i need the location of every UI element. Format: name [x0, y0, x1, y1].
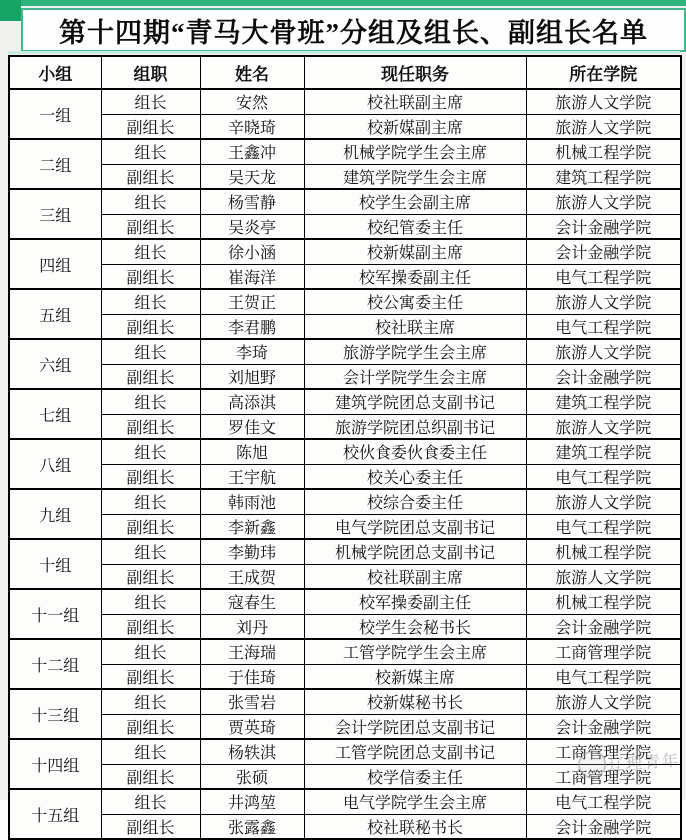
name-cell: 韩雨池	[200, 489, 304, 514]
position-cell: 旅游学院团总织副书记	[304, 414, 526, 439]
college-cell: 电气工程学院	[526, 264, 681, 289]
college-cell: 会计金融学院	[526, 239, 681, 264]
position-cell: 校新媒主席	[304, 664, 526, 689]
position-cell: 校学生会秘书长	[304, 614, 526, 639]
group-cell: 八组	[9, 439, 101, 489]
name-cell: 罗佳文	[200, 414, 304, 439]
column-header-role: 组职	[101, 56, 200, 89]
group-cell: 十四组	[9, 739, 101, 789]
table-row	[9, 589, 681, 614]
role-cell: 组长	[101, 139, 200, 164]
position-cell: 校社联秘书长	[304, 814, 526, 839]
college-cell: 建筑工程学院	[526, 439, 681, 464]
table-row	[9, 539, 681, 564]
table-row	[9, 289, 681, 314]
college-cell: 会计金融学院	[526, 364, 681, 389]
table-row	[9, 764, 681, 789]
role-cell: 组长	[101, 689, 200, 714]
name-cell: 李君鹏	[200, 314, 304, 339]
name-cell: 张露鑫	[200, 814, 304, 839]
table-row	[9, 714, 681, 739]
college-cell: 电气工程学院	[526, 514, 681, 539]
college-cell: 电气工程学院	[526, 314, 681, 339]
name-cell: 王鑫冲	[200, 139, 304, 164]
college-cell: 旅游人文学院	[526, 564, 681, 589]
group-cell: 十一组	[9, 589, 101, 639]
role-cell: 副组长	[101, 764, 200, 789]
role-cell: 副组长	[101, 814, 200, 839]
watermark-text: 辽理青年	[607, 751, 681, 774]
position-cell: 校学生会副主席	[304, 189, 526, 214]
college-cell: 建筑工程学院	[526, 164, 681, 189]
position-cell: 校社联主席	[304, 314, 526, 339]
role-cell: 组长	[101, 639, 200, 664]
college-cell: 旅游人文学院	[526, 339, 681, 364]
college-cell: 机械工程学院	[526, 139, 681, 164]
name-cell: 王成贺	[200, 564, 304, 589]
role-cell: 副组长	[101, 414, 200, 439]
table-row	[9, 414, 681, 439]
group-cell: 十五组	[9, 789, 101, 839]
table-row	[9, 739, 681, 764]
college-cell: 工商管理学院	[526, 739, 681, 764]
table-row	[9, 814, 681, 839]
group-cell: 四组	[9, 239, 101, 289]
group-cell: 一组	[9, 89, 101, 139]
name-cell: 吴天龙	[200, 164, 304, 189]
name-cell: 张硕	[200, 764, 304, 789]
role-cell: 副组长	[101, 364, 200, 389]
college-cell: 电气工程学院	[526, 464, 681, 489]
position-cell: 校学信委主任	[304, 764, 526, 789]
name-cell: 张雪岩	[200, 689, 304, 714]
college-cell: 会计金融学院	[526, 614, 681, 639]
college-cell: 工商管理学院	[526, 764, 681, 789]
table-row	[9, 664, 681, 689]
position-cell: 校军操委副主任	[304, 264, 526, 289]
college-cell: 电气工程学院	[526, 664, 681, 689]
table-row	[9, 689, 681, 714]
position-cell: 建筑学院学生会主席	[304, 164, 526, 189]
table-row	[9, 89, 681, 114]
header-row	[9, 56, 681, 89]
college-cell: 工商管理学院	[526, 639, 681, 664]
name-cell: 辛晓琦	[200, 114, 304, 139]
table-row	[9, 139, 681, 164]
college-cell: 旅游人文学院	[526, 689, 681, 714]
table-row	[9, 264, 681, 289]
table-row	[9, 389, 681, 414]
position-cell: 工管学院团总支副书记	[304, 739, 526, 764]
table-row	[9, 514, 681, 539]
column-header-position: 现任职务	[304, 56, 526, 89]
name-cell: 高添淇	[200, 389, 304, 414]
name-cell: 吴炎亭	[200, 214, 304, 239]
college-cell: 会计金融学院	[526, 714, 681, 739]
table-row	[9, 239, 681, 264]
table-row	[9, 464, 681, 489]
name-cell: 陈旭	[200, 439, 304, 464]
top-accent-bar	[21, 0, 686, 6]
role-cell: 副组长	[101, 314, 200, 339]
role-cell: 副组长	[101, 564, 200, 589]
name-cell: 李琦	[200, 339, 304, 364]
position-cell: 机械学院学生会主席	[304, 139, 526, 164]
title-underline-rule	[8, 51, 680, 54]
position-cell: 机械学院团总支副书记	[304, 539, 526, 564]
name-cell: 崔海洋	[200, 264, 304, 289]
position-cell: 会计学院学生会主席	[304, 364, 526, 389]
position-cell: 校公寓委主任	[304, 289, 526, 314]
position-cell: 校新媒副主席	[304, 114, 526, 139]
name-cell: 刘旭野	[200, 364, 304, 389]
role-cell: 组长	[101, 289, 200, 314]
position-cell: 旅游学院学生会主席	[304, 339, 526, 364]
name-cell: 李勤玮	[200, 539, 304, 564]
position-cell: 电气学院学生会主席	[304, 789, 526, 814]
table-row	[9, 439, 681, 464]
role-cell: 副组长	[101, 514, 200, 539]
table-row	[9, 214, 681, 239]
position-cell: 校纪管委主任	[304, 214, 526, 239]
college-cell: 机械工程学院	[526, 589, 681, 614]
role-cell: 副组长	[101, 664, 200, 689]
position-cell: 校军操委副主任	[304, 589, 526, 614]
college-cell: 旅游人文学院	[526, 289, 681, 314]
position-cell: 校社联副主席	[304, 564, 526, 589]
college-cell: 旅游人文学院	[526, 414, 681, 439]
role-cell: 副组长	[101, 264, 200, 289]
role-cell: 副组长	[101, 114, 200, 139]
name-cell: 安然	[200, 89, 304, 114]
college-cell: 会计金融学院	[526, 814, 681, 839]
name-cell: 李新鑫	[200, 514, 304, 539]
role-cell: 组长	[101, 389, 200, 414]
group-cell: 五组	[9, 289, 101, 339]
name-cell: 于佳琦	[200, 664, 304, 689]
name-cell: 贾英琦	[200, 714, 304, 739]
position-cell: 校伙食委伙食委主任	[304, 439, 526, 464]
table-row	[9, 339, 681, 364]
table-row	[9, 164, 681, 189]
name-cell: 王宇航	[200, 464, 304, 489]
table-row	[9, 614, 681, 639]
role-cell: 组长	[101, 439, 200, 464]
position-cell: 工管学院学生会主席	[304, 639, 526, 664]
name-cell: 井鸿堃	[200, 789, 304, 814]
college-cell: 会计金融学院	[526, 214, 681, 239]
role-cell: 副组长	[101, 464, 200, 489]
name-cell: 刘丹	[200, 614, 304, 639]
role-cell: 组长	[101, 539, 200, 564]
position-cell: 校关心委主任	[304, 464, 526, 489]
name-cell: 杨雪静	[200, 189, 304, 214]
position-cell: 电气学院团总支副书记	[304, 514, 526, 539]
group-cell: 三组	[9, 189, 101, 239]
role-cell: 副组长	[101, 214, 200, 239]
table-row	[9, 639, 681, 664]
name-cell: 寇春生	[200, 589, 304, 614]
roster-table	[8, 55, 682, 840]
college-cell: 旅游人文学院	[526, 89, 681, 114]
group-cell: 七组	[9, 389, 101, 439]
table-row	[9, 489, 681, 514]
corner-accent-square	[0, 0, 21, 21]
table-row	[9, 564, 681, 589]
position-cell: 校新媒副主席	[304, 239, 526, 264]
role-cell: 组长	[101, 489, 200, 514]
table-row	[9, 364, 681, 389]
name-cell: 王海瑞	[200, 639, 304, 664]
column-header-name: 姓名	[200, 56, 304, 89]
group-cell: 十二组	[9, 639, 101, 689]
college-cell: 旅游人文学院	[526, 114, 681, 139]
college-cell: 机械工程学院	[526, 539, 681, 564]
role-cell: 组长	[101, 239, 200, 264]
role-cell: 副组长	[101, 714, 200, 739]
name-cell: 徐小涵	[200, 239, 304, 264]
column-header-college: 所在学院	[526, 56, 681, 89]
name-cell: 杨轶淇	[200, 739, 304, 764]
position-cell: 校综合委主任	[304, 489, 526, 514]
name-cell: 王贺正	[200, 289, 304, 314]
college-cell: 旅游人文学院	[526, 189, 681, 214]
role-cell: 组长	[101, 339, 200, 364]
role-cell: 组长	[101, 189, 200, 214]
role-cell: 组长	[101, 589, 200, 614]
role-cell: 组长	[101, 739, 200, 764]
table-row	[9, 789, 681, 814]
page-title: 第十四期“青马大骨班”分组及组长、副组长名单	[59, 17, 648, 48]
position-cell: 校社联副主席	[304, 89, 526, 114]
role-cell: 组长	[101, 89, 200, 114]
group-cell: 六组	[9, 339, 101, 389]
role-cell: 副组长	[101, 164, 200, 189]
title-band	[21, 8, 686, 52]
group-cell: 二组	[9, 139, 101, 189]
college-cell: 电气工程学院	[526, 789, 681, 814]
role-cell: 组长	[101, 789, 200, 814]
group-cell: 九组	[9, 489, 101, 539]
college-cell: 旅游人文学院	[526, 489, 681, 514]
position-cell: 会计学院团总支副书记	[304, 714, 526, 739]
column-header-group: 小组	[9, 56, 101, 89]
group-cell: 十组	[9, 539, 101, 589]
college-cell: 建筑工程学院	[526, 389, 681, 414]
position-cell: 建筑学院团总支副书记	[304, 389, 526, 414]
table-row	[9, 114, 681, 139]
table-row	[9, 189, 681, 214]
table-row	[9, 314, 681, 339]
role-cell: 副组长	[101, 614, 200, 639]
position-cell: 校新媒秘书长	[304, 689, 526, 714]
group-cell: 十三组	[9, 689, 101, 739]
